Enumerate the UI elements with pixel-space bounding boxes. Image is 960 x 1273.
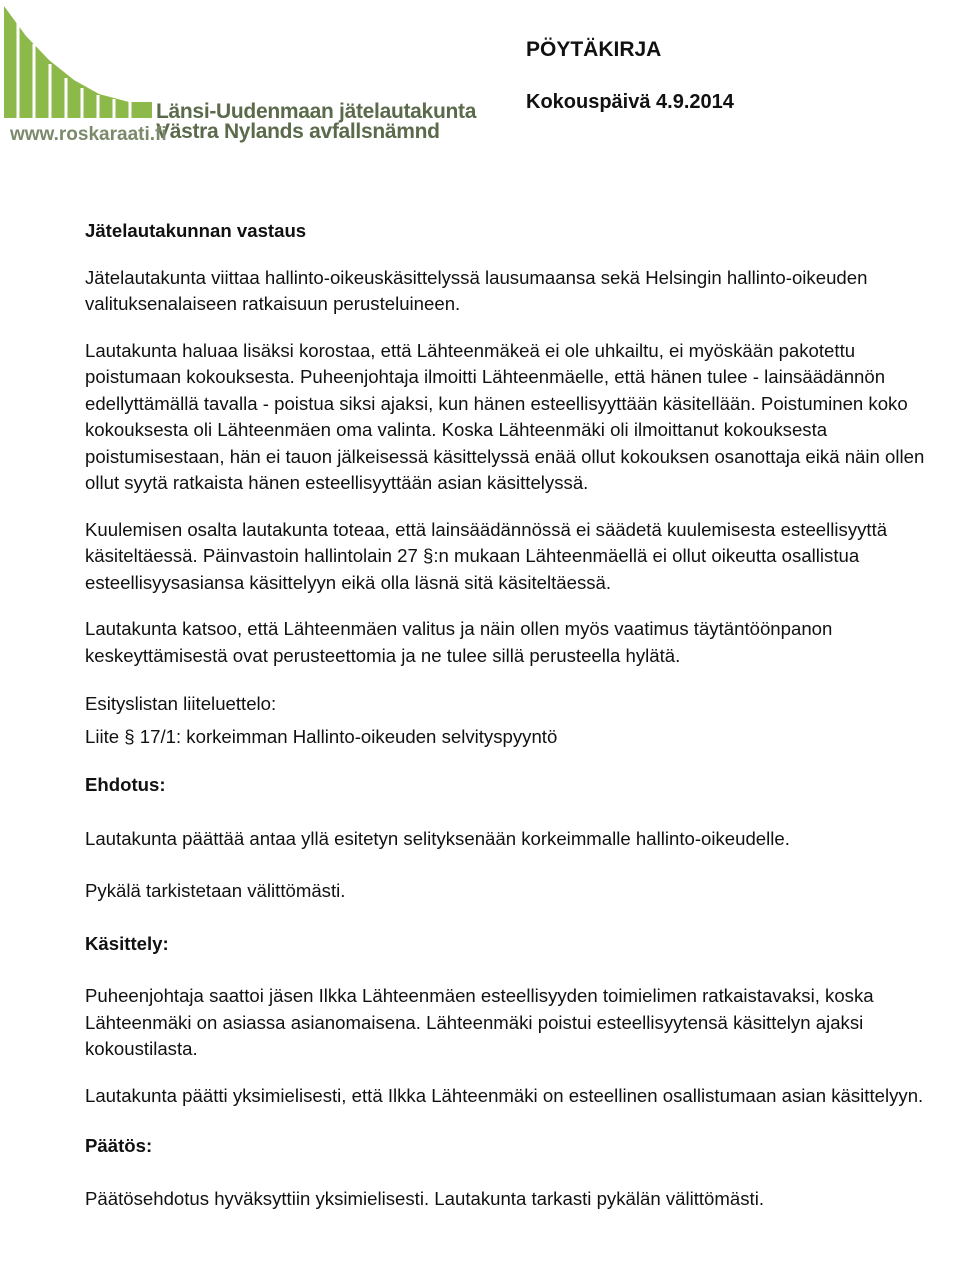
decision-heading: Päätös: bbox=[85, 1135, 153, 1156]
attachment-item: Liite § 17/1: korkeimman Hallinto-oikeuden selvityspyyntö bbox=[85, 725, 558, 747]
section-title: Jätelautakunnan vastaus bbox=[85, 220, 307, 241]
logo-org-name-fi: Länsi-Uudenmaan jätelautakunta bbox=[156, 100, 477, 123]
meeting-date: Kokouspäivä 4.9.2014 bbox=[526, 91, 734, 113]
paragraph: Lautakunta haluaa lisäksi korostaa, että Lähteenmäkeä ei ole uhkailtu, ei myöskään pakotettu poistumaan kokouksesta. Puheenjohtaja ilmoitti Lähteenmäelle, että hänen tulee - lainsäädännön edellyttämällä tavalla - poistua siksi ajaksi, kun hänen esteellisyyttään käsitellään. Poistuminen koko kokouksesta oli Lähteenmäen oma valinta. Koska Lähteenmäki oli ilmoittanut kokouksesta poistumisestaan, hän ei tauon jälkeisessä käsittelyssä enää ollut kokouksen osanottaja eikä näin ollen ollut syytä ratkaista hänen esteellisyyttään asian käsittelyssä. bbox=[85, 339, 925, 493]
proposal-check: Pykälä tarkistetaan välittömästi. bbox=[85, 880, 346, 901]
handling-heading: Käsittely: bbox=[85, 932, 169, 954]
document-body bbox=[85, 218, 955, 1212]
document-type: PÖYTÄKIRJA bbox=[526, 38, 662, 61]
paragraph: Kuulemisen osalta lautakunta toteaa, että lainsäädännössä ei säädetä kuulemisesta esteellisyyttä käsiteltäessä. Päinvastoin hallintolain 27 §:n mukaan Lähteenmäellä ei ollut oikeutta osallistua esteellisyysasiansa käsittelyyn eikä olla läsnä sitä käsiteltäessä. bbox=[85, 518, 888, 593]
logo-org-name-sv: Västra Nylands avfallsnämnd bbox=[156, 120, 440, 143]
paragraph: Jätelautakunta viittaa hallinto-oikeuskäsittelyssä lausumaansa sekä Helsingin hallinto-oikeuden valituksenalaiseen ratkaisuun perusteluineen. bbox=[85, 266, 868, 314]
logo-url: www.roskaraati.fi bbox=[10, 124, 167, 145]
logo-graphic bbox=[4, 6, 154, 124]
handling-text: Lautakunta päätti yksimielisesti, että Ilkka Lähteenmäki on esteellinen osallistumaan asian käsittelyyn. bbox=[85, 1084, 924, 1106]
paragraph: Lautakunta katsoo, että Lähteenmäen valitus ja näin ollen myös vaatimus täytäntöönpanon keskeyttämisestä ovat perusteettomia ja ne tulee sillä perusteella hylätä. bbox=[85, 618, 833, 666]
proposal-heading: Ehdotus: bbox=[85, 774, 166, 795]
attachments-label: Esityslistan liiteluettelo: bbox=[85, 693, 277, 714]
handling-text: Puheenjohtaja saattoi jäsen Ilkka Lähteenmäen esteellisyyden toimielimen ratkaistavaksi, koska Lähteenmäki on asiassa asianomaisena. Lähteenmäki poistui esteellisyytensä käsittelyn ajaksi kokoustilasta. bbox=[85, 985, 874, 1059]
proposal-text: Lautakunta päättää antaa yllä esitetyn selityksenään korkeimmalle hallinto-oikeudelle. bbox=[85, 827, 790, 849]
decision-text: Päätösehdotus hyväksyttiin yksimielisesti. Lautakunta tarkasti pykälän välittömästi. bbox=[85, 1187, 764, 1209]
organization-logo bbox=[4, 6, 477, 156]
